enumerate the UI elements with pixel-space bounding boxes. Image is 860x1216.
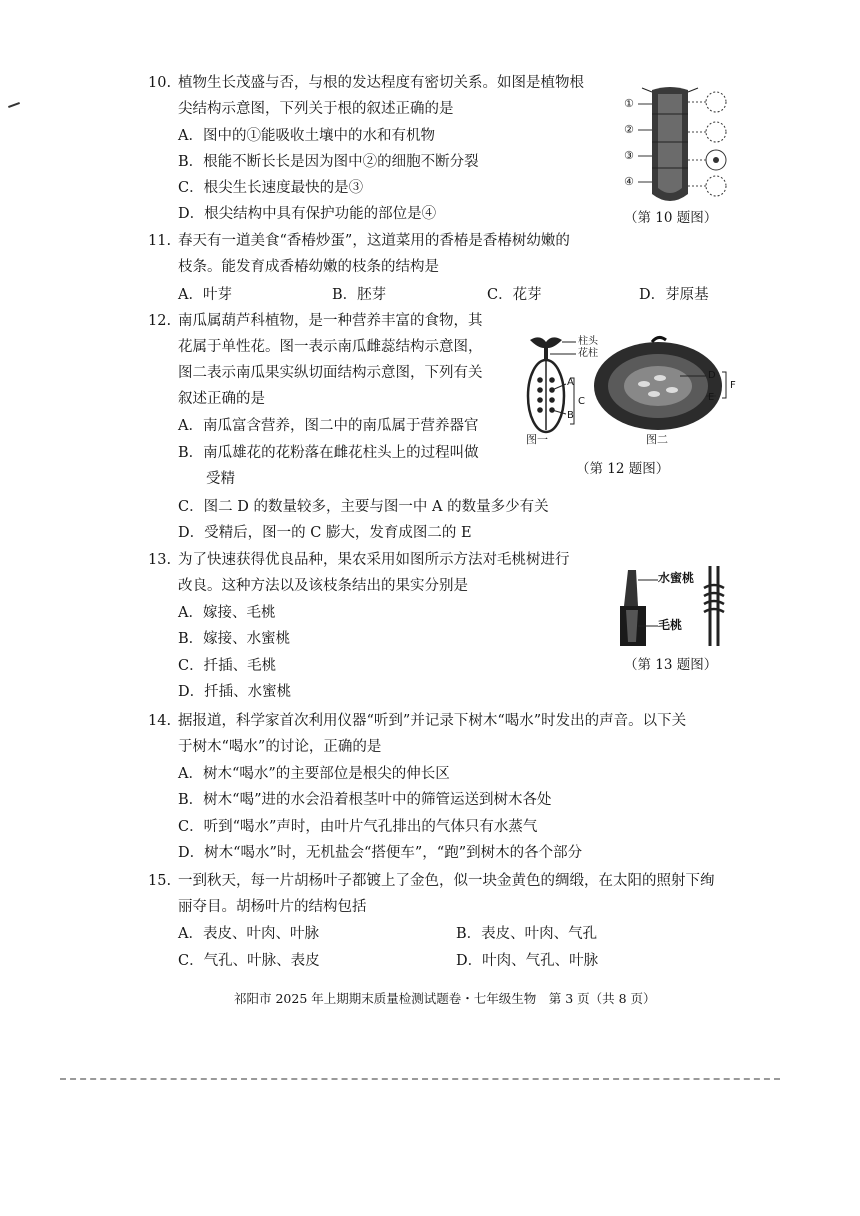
pumpkin-figure: [510, 334, 760, 450]
q10-option-d: D．根尖结构中具有保护功能的部位是④: [178, 206, 437, 222]
q10-option-b: B．根能不断长长是因为图中②的细胞不断分裂: [178, 154, 479, 170]
q10-stem-line2: 尖结构示意图，下列关于根的叙述正确的是: [178, 101, 454, 117]
q10-stem-line1: 植物生长茂盛与否，与根的发达程度有密切关系。如图是植物根: [178, 75, 584, 91]
root-label-3: ③: [624, 149, 634, 162]
q14-option-b: B．树木“喝”进的水会沿着根茎叶中的筛管运送到树木各处: [178, 792, 552, 808]
q12-stem-line3: 图二表示南瓜果实纵切面结构示意图，下列有关: [178, 365, 483, 381]
root-label-2: ②: [624, 123, 634, 136]
grafting-figure: [618, 566, 738, 648]
q15-option-a: A．表皮、叶肉、叶脉: [178, 926, 319, 942]
q12-stem-line4: 叙述正确的是: [178, 391, 265, 407]
q13-caption: （第 13 题图）: [624, 657, 718, 673]
stigma-label: 柱头: [578, 336, 598, 347]
scion-label: 水蜜桃: [658, 571, 695, 585]
q12-option-b: B．南瓜雄花的花粉落在雌花柱头上的过程叫做: [178, 445, 479, 461]
q10-number: 10.: [148, 75, 172, 91]
scan-artifact-line: [60, 1078, 780, 1080]
label-d: D: [708, 370, 716, 381]
q13-stem-line1: 为了快速获得优良品种，果农采用如图所示方法对毛桃树进行: [178, 552, 570, 568]
q13-option-a: A．嫁接、毛桃: [178, 605, 276, 621]
label-a: A: [567, 377, 574, 388]
q15-stem-line2: 丽夺目。胡杨叶片的结构包括: [178, 899, 367, 915]
q11-stem-line2: 枝条。能发育成香椿幼嫩的枝条的结构是: [178, 259, 439, 275]
q14-option-d: D．树木“喝水”时，无机盐会“搭便车”，“跑”到树木的各个部分: [178, 845, 583, 861]
q14-option-c: C．听到“喝水”声时，由叶片气孔排出的气体只有水蒸气: [178, 819, 538, 835]
q12-option-a: A．南瓜富含营养，图二中的南瓜属于营养器官: [178, 418, 479, 434]
root-label-4: ④: [624, 175, 634, 188]
q13-option-c: C．扦插、毛桃: [178, 658, 277, 674]
fig1-label: 图一: [526, 433, 548, 446]
stock-label: 毛桃: [658, 618, 683, 632]
q11-option-b: B．胚芽: [332, 287, 387, 303]
q10-caption: （第 10 题图）: [624, 210, 718, 226]
label-f: F: [730, 380, 736, 391]
q13-option-d: D．扦插、水蜜桃: [178, 684, 292, 700]
label-c: C: [578, 396, 585, 407]
fig2-label: 图二: [646, 433, 668, 446]
q15-option-b: B．表皮、叶肉、气孔: [456, 926, 598, 942]
q14-stem-line1: 据报道，科学家首次利用仪器“听到”并记录下树木“喝水”时发出的声音。以下关: [178, 713, 687, 729]
root-label-1: ①: [624, 97, 634, 110]
q11-option-c: C．花芽: [487, 287, 542, 303]
q13-number: 13.: [148, 552, 172, 568]
q12-number: 12.: [148, 313, 172, 329]
label-e: E: [708, 392, 715, 403]
q15-option-d: D．叶肉、气孔、叶脉: [456, 953, 599, 969]
q11-stem-line1: 春天有一道美食“香椿炒蛋”，这道菜用的香椿是香椿树幼嫩的: [178, 233, 570, 249]
q12-stem-line1: 南瓜属葫芦科植物，是一种营养丰富的食物，其: [178, 313, 483, 329]
q13-option-b: B．嫁接、水蜜桃: [178, 631, 291, 647]
label-b: B: [567, 410, 574, 421]
q14-stem-line2: 于树木“喝水”的讨论，正确的是: [178, 739, 382, 755]
q11-option-a: A．叶芽: [178, 287, 232, 303]
q15-number: 15.: [148, 873, 172, 889]
q15-option-c: C．气孔、叶脉、表皮: [178, 953, 320, 969]
root-tip-drawing: [622, 84, 742, 204]
q14-number: 14.: [148, 713, 172, 729]
q13-stem-line2: 改良。这种方法以及该枝条结出的果实分别是: [178, 578, 468, 594]
q12-option-c: C．图二 D 的数量较多，主要与图一中 A 的数量多少有关: [178, 499, 549, 515]
q14-option-a: A．树木“喝水”的主要部位是根尖的伸长区: [178, 766, 450, 782]
q10-option-a: A．图中的①能吸收土壤中的水和有机物: [178, 128, 435, 144]
q12-caption: （第 12 题图）: [576, 461, 670, 477]
root-tip-figure: [622, 84, 742, 204]
q12-stem-line2: 花属于单性花。图一表示南瓜雌蕊结构示意图，: [178, 339, 483, 355]
style-label: 花柱: [578, 348, 598, 359]
page-footer: 祁阳市 2025 年上期期末质量检测试题卷・七年级生物 第 3 页（共 8 页）: [234, 991, 656, 1006]
q10-option-c: C．根尖生长速度最快的是③: [178, 180, 364, 196]
q12-option-b-cont: 受精: [206, 471, 235, 487]
q11-number: 11.: [148, 233, 172, 249]
q11-option-d: D．芽原基: [639, 287, 709, 303]
scan-artifact-mark: [8, 102, 20, 108]
q15-stem-line1: 一到秋天，每一片胡杨叶子都镀上了金色，似一块金黄色的绸缎，在太阳的照射下绚: [178, 873, 715, 889]
q12-option-d: D．受精后，图一的 C 膨大，发育成图二的 E: [178, 525, 472, 541]
